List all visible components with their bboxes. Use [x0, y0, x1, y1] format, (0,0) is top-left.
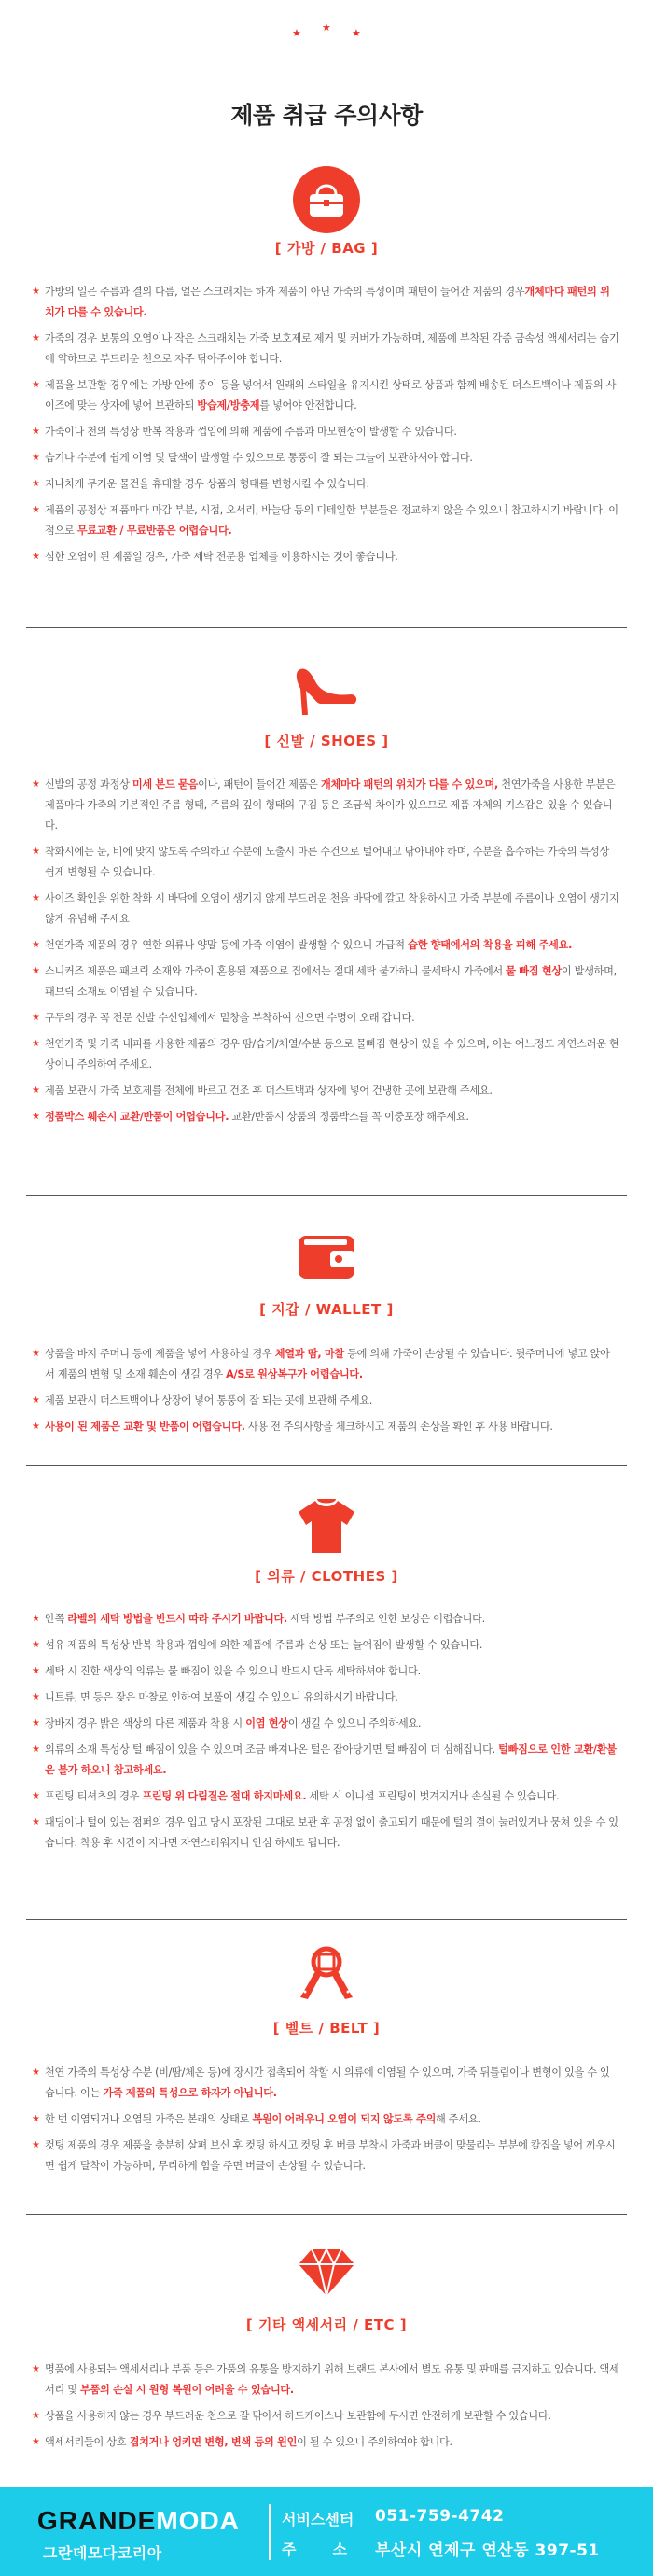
- page-title: 제품 취급 주의사항: [230, 102, 423, 129]
- star-bullet-icon: ★: [32, 552, 40, 562]
- star-bullet-icon: ★: [32, 333, 40, 343]
- section-title: [ 의류 / CLOTHES ]: [255, 1568, 398, 1585]
- star-bullet-icon: ★: [32, 2140, 40, 2150]
- notice-text: 세탁 시 이니셜 프린팅이 벗겨지거나 손실될 수 있습니다.: [306, 1790, 560, 1802]
- star-bullet-icon: ★: [32, 1640, 40, 1650]
- notice-text: 안쪽: [45, 1613, 68, 1625]
- highlight-text: 무료교환 / 무료반품은 어렵습니다.: [76, 525, 232, 537]
- notice-text: 이나, 패턴이 들어간 제품은: [198, 778, 321, 791]
- star-bullet-icon: ★: [32, 2364, 40, 2374]
- notice-text: 사용 전 주의사항을 체크하시고 제품의 손상을 확인 후 사용 바랍니다.: [244, 1421, 553, 1433]
- notice-text: 컷팅 제품의 경우 제품을 충분히 살펴 보신 후 컷팅 하시고 컷팅 후 버클 부착시 가죽과 버클이 맞물리는 부분에 칼집을 넣어 끼우시면 쉽게 탈착이 가능하며, 무리하게 힘을 주면 버클이 손상될 수 있습니다.: [45, 2139, 616, 2172]
- notice-text: 스니커즈 제품은 패브릭 소재와 가죽이 혼용된 제품으로 집에서는 절대 세탁 불가하니 물세탁시 가죽에서: [45, 965, 507, 977]
- notice-item: [32, 1391, 619, 1411]
- notice-item: [32, 2135, 619, 2177]
- star-bullet-icon: ★: [32, 287, 40, 297]
- star-icon: ★: [292, 27, 301, 39]
- footer-banner: [0, 2487, 653, 2576]
- notice-text: 장바지 경우 밝은 색상의 다른 제품과 착용 시: [45, 1717, 246, 1729]
- notice-item: [32, 2359, 619, 2401]
- star-bullet-icon: ★: [32, 1039, 40, 1049]
- notice-item: [32, 547, 619, 567]
- highlight-text: 라벨의 세탁 방법을 반드시 따라 주시기 바랍니다.: [67, 1613, 287, 1625]
- notice-item: [32, 2109, 619, 2130]
- notice-text: 명품에 사용되는 액세서리나 부품 등은 가품의 유통을 방지하기 위해 브랜드 본사에서 별도 유통 및 판매를 금지하고 있습니다. 액세서리 및: [45, 2363, 619, 2396]
- star-bullet-icon: ★: [32, 1349, 40, 1359]
- notice-text: 천연가죽을 사용한 부분은 제품마다 가죽의 기본적인 주름 형태, 주름의 깊이 형태의 구김 등은 조금씩 차이가 있으므로 제품 자체의 기스감은 있을 수 있습니다.: [45, 778, 616, 832]
- highlight-text: 방습제/방충제: [197, 399, 260, 412]
- notice-text: 세탁 시 진한 색상의 의류는 물 빠짐이 있을 수 있으니 반드시 단독 세탁하셔야 합니다.: [45, 1665, 421, 1677]
- divider: [26, 1465, 627, 1466]
- notice-item: [32, 375, 619, 416]
- notice-item: [32, 282, 619, 323]
- address-value: 부산시 연제구 연산동 397-51: [375, 2541, 600, 2560]
- highlight-text: 겹치거나 엉키면 변형, 변색 등의 원인: [129, 2436, 298, 2448]
- star-bullet-icon: ★: [32, 2114, 40, 2124]
- section-title: [ 기타 액세서리 / ETC ]: [245, 2317, 408, 2333]
- star-bullet-icon: ★: [32, 2411, 40, 2421]
- highlight-text: 털빠짐으로 인한 교환/환불은 불가 하오니 참고하세요.: [45, 1743, 617, 1776]
- notice-item: [32, 842, 619, 883]
- notice-item: [32, 961, 619, 1002]
- notice-item: [32, 1687, 619, 1708]
- notice-text: 가방의 일은 주름과 결의 다름, 얼은 스크래치는 하자 제품이 아닌 가죽의 특성이며 패턴이 들어간 제품의 경우: [45, 286, 525, 298]
- notice-item: [32, 889, 619, 930]
- notice-text: 제품의 공정상 제품마다 마감 부분, 시접, 오서리, 바늘땀 등의 디테일한 부분들은 정교하지 않을 수 있으니 참고하시기 바랍니다. 이점으로: [45, 504, 618, 537]
- highlight-text: 사용이 된 제품은 교환 및 반품이 어렵습니다.: [45, 1421, 245, 1433]
- divider: [26, 2214, 627, 2215]
- notice-text: 지나치게 무거운 물건을 휴대할 경우 상품의 형태를 변형시킬 수 있습니다.: [45, 478, 369, 490]
- notice-text: 이 생길 수 있으니 주의하세요.: [287, 1717, 422, 1729]
- highlight-text: 정품박스 훼손시 교환/반품이 어렵습니다.: [45, 1111, 229, 1123]
- notice-text: 습기나 수분에 쉽게 이염 및 탈색이 발생할 수 있으므로 통풍이 잘 되는 그늘에 보관하셔야 합니다.: [45, 452, 473, 464]
- notice-item: [32, 2432, 619, 2453]
- highlight-text: 미세 본드 묻음: [132, 778, 199, 791]
- divider: [26, 627, 627, 628]
- notice-item: [32, 1609, 619, 1630]
- section-title: [ 가방 / BAG ]: [274, 240, 379, 257]
- star-bullet-icon: ★: [32, 1718, 40, 1729]
- notice-item: [32, 474, 619, 495]
- star-bullet-icon: ★: [32, 479, 40, 489]
- notice-text: 등에 의해 가죽이 손상될 수 있습니다. 뒷주머니에 넣고 앉아서 제품의 변형 및 소재 훼손이 생길 경우: [45, 1348, 610, 1380]
- notice-text: 상품을 사용하지 않는 경우 부드러운 천으로 잘 닦아서 하드케이스나 보관함에 두시면 안전하게 보관할 수 있습니다.: [45, 2410, 551, 2422]
- notice-text: 사이즈 확인을 위한 착화 시 바닥에 오염이 생기지 않게 부드러운 천을 바닥에 깔고 착용하시고 가죽 부분에 주름이나 오염이 생기지 않게 유념해 주세요: [45, 892, 619, 925]
- notice-text: 천연가죽 및 가죽 내피를 사용한 제품의 경우 땀/습기/체열/수분 등으로 물빠짐 현상이 있을 수 있으며, 이는 어느정도 자연스러운 현상이니 주의하여 주세요.: [45, 1038, 619, 1071]
- notice-item: [32, 1635, 619, 1656]
- notice-text: 세탁 방법 부주의로 인한 보상은 어렵습니다.: [286, 1613, 485, 1625]
- highlight-text: A/S로 원상복구가 어렵습니다.: [226, 1368, 363, 1380]
- address-label: 주 소: [282, 2541, 347, 2558]
- highlight-text: 체열과 땀, 마찰: [274, 1348, 344, 1360]
- notice-item: [32, 1417, 619, 1437]
- brand-logo: [37, 2506, 240, 2536]
- notice-text: 심한 오염이 된 제품일 경우, 가죽 세탁 전문용 업체를 이용하시는 것이 좋습니다.: [45, 551, 398, 563]
- highlight-text: 가죽 제품의 특성으로 하자가 아닙니다.: [103, 2087, 277, 2099]
- notice-item: [32, 422, 619, 442]
- notice-text: 이 발생하며, 패브릭 소재로 이염될 수 있습니다.: [45, 965, 617, 998]
- footer-divider: [269, 2504, 271, 2560]
- notice-text: 패딩이나 털이 있는 점퍼의 경우 입고 당시 포장된 그대로 보관 후 공정 없이 출고되기 때문에 털의 결이 눌러있거나 뭉쳐 있을 수 있습니다. 착용 후 시간이 지나면 자연스러워지니 안심 하세도 됩니다.: [45, 1816, 618, 1849]
- notice-item: [32, 775, 619, 836]
- notice-text: 이 될 수 있으니 주의하여야 합니다.: [297, 2436, 452, 2448]
- notice-text: 의류의 소재 특성상 털 빠짐이 있을 수 있으며 조금 빠져나온 털은 잡아당기면 털 빠짐이 더 심해집니다.: [45, 1743, 499, 1756]
- divider: [26, 1919, 627, 1920]
- star-bullet-icon: ★: [32, 1085, 40, 1096]
- star-bullet-icon: ★: [32, 1666, 40, 1676]
- notice-item: [32, 1344, 619, 1385]
- notice-text: 제품을 보관할 경우에는 가방 안에 종이 등을 넣어서 원래의 스타일을 유지시킨 상태로 상품과 함께 배송된 더스트백이나 제품의 사이즈에 맞는 상자에 넣어 보관하되: [45, 379, 617, 412]
- notice-text: 천연 가죽의 특성상 수분 (비/땀/체온 등)에 장시간 접촉되어 착할 시 의류에 이염될 수 있으며, 가죽 뒤틀림이나 변형이 있을 수 있습니다. 이는: [45, 2066, 610, 2099]
- star-bullet-icon: ★: [32, 779, 40, 790]
- highlight-text: 개체마다 패턴의 위치가 다를 수 있으며,: [320, 778, 498, 791]
- notice-item: [32, 1008, 619, 1029]
- star-bullet-icon: ★: [32, 453, 40, 463]
- notice-text: 를 넣어야 안전합니다.: [259, 399, 357, 412]
- highlight-text: 물 빠짐 현상: [506, 965, 562, 977]
- brand-grande: GRANDE: [37, 2506, 157, 2535]
- service-label: 서비스센터: [282, 2511, 354, 2528]
- handbag-icon: [293, 166, 360, 233]
- notice-item: [32, 1813, 619, 1854]
- star-bullet-icon: ★: [32, 966, 40, 976]
- star-bullet-icon: ★: [32, 1013, 40, 1023]
- star-bullet-icon: ★: [32, 505, 40, 515]
- notice-list: [32, 1344, 619, 1443]
- belt-icon: [293, 1941, 360, 2009]
- notice-item: [32, 329, 619, 370]
- star-bullet-icon: ★: [32, 1744, 40, 1755]
- notice-item: [32, 1107, 619, 1127]
- notice-text: 해 주세요.: [436, 2113, 481, 2125]
- star-bullet-icon: ★: [32, 1395, 40, 1406]
- star-bullet-icon: ★: [32, 2437, 40, 2447]
- notice-item: [32, 448, 619, 469]
- highlight-text: 습한 향태에서의 착용을 피해 주세요.: [408, 939, 573, 951]
- section-title: [ 지갑 / WALLET ]: [259, 1301, 394, 1318]
- divider: [26, 1195, 627, 1196]
- notice-item: [32, 1740, 619, 1781]
- wallet-icon: [293, 1223, 360, 1290]
- decorative-stars: [0, 22, 653, 41]
- notice-text: 신발의 공정 과정상: [45, 778, 132, 791]
- notice-item: [32, 1081, 619, 1101]
- star-bullet-icon: ★: [32, 847, 40, 857]
- notice-item: [32, 1034, 619, 1075]
- section-title: [ 신발 / SHOES ]: [264, 733, 389, 749]
- notice-text: 제품 보관시 가죽 보호제를 전체에 바르고 건조 후 더스트백과 상자에 넣어 건냉한 곳에 보관해 주세요.: [45, 1085, 493, 1097]
- notice-item: [32, 1786, 619, 1807]
- star-bullet-icon: ★: [32, 427, 40, 437]
- service-phone: 051-759-4742: [375, 2507, 505, 2526]
- notice-text: 제품 보관시 더스트백이나 상장에 넣어 통풍이 잘 되는 곳에 보관해 주세요.: [45, 1394, 373, 1407]
- notice-list: [32, 282, 619, 573]
- notice-list: [32, 2063, 619, 2182]
- notice-text: 프린팅 티셔츠의 경우: [45, 1790, 143, 1802]
- brand-moda: MODA: [156, 2506, 240, 2535]
- star-bullet-icon: ★: [32, 1614, 40, 1624]
- star-bullet-icon: ★: [32, 1692, 40, 1702]
- highlight-text: 복원이 어려우니 오염이 되지 않도록 주의: [252, 2113, 437, 2125]
- highlight-text: 개체마다 패턴의 위치가 다를 수 있습니다.: [45, 286, 610, 318]
- notice-text: 상품을 바지 주머니 등에 제품을 넣어 사용하실 경우: [45, 1348, 275, 1360]
- notice-text: 섬유 제품의 특성상 반복 착용과 껍임에 의한 제품에 주름과 손상 또는 늘어짐이 발생할 수 있습니다.: [45, 1639, 483, 1651]
- notice-text: 천연가죽 제품의 경우 연한 의류나 양말 등에 가죽 이염이 발생할 수 있으니 가급적: [45, 939, 409, 951]
- star-bullet-icon: ★: [32, 1817, 40, 1827]
- notice-item: [32, 2406, 619, 2427]
- star-bullet-icon: ★: [32, 2067, 40, 2078]
- highlight-text: 부품의 손실 시 원형 복원이 어려울 수 있습니다.: [80, 2384, 294, 2396]
- notice-text: 가죽의 경우 보통의 오염이나 작은 스크래치는 가죽 보호제로 제거 및 커버가 가능하며, 제품에 부착된 각종 금속성 액세서리는 습기에 약하므로 부드러운 천으로 자주 닦아주어야 합니다.: [45, 332, 619, 365]
- notice-text: 니트류, 면 등은 잦은 마찰로 인하여 보풀이 생길 수 있으니 유의하시기 바랍니다.: [45, 1691, 398, 1703]
- notice-item: [32, 2063, 619, 2104]
- star-bullet-icon: ★: [32, 380, 40, 390]
- notice-item: [32, 500, 619, 541]
- notice-item: [32, 1714, 619, 1734]
- notice-text: 교환/반품시 상품의 정품박스를 꼭 이중포장 해주세요.: [229, 1111, 469, 1123]
- high-heel-icon: [293, 653, 360, 721]
- notice-text: 착화시에는 눈, 비에 맞지 않도록 주의하고 수분에 노출시 마른 수건으로 털어내고 닦아내야 하며, 수분을 흡수하는 가죽의 특성상 쉽게 변형될 수 있습니다.: [45, 846, 609, 878]
- section-title: [ 벨트 / BELT ]: [272, 2020, 381, 2037]
- star-bullet-icon: ★: [32, 1791, 40, 1801]
- star-bullet-icon: ★: [32, 940, 40, 950]
- notice-text: 가죽이나 천의 특성상 반복 착용과 껍임에 의해 제품에 주름과 마모현상이 발생할 수 있습니다.: [45, 426, 457, 438]
- notice-text: 구두의 경우 꼭 전문 신발 수선업체에서 밑창을 부착하여 신으면 수명이 오래 갑니다.: [45, 1012, 415, 1024]
- notice-list: [32, 1609, 619, 1859]
- notice-text: 한 번 이염되거나 오염된 가죽은 본래의 상태로: [45, 2113, 253, 2125]
- highlight-text: 이염 현상: [245, 1717, 288, 1729]
- notice-list: [32, 2359, 619, 2458]
- brand-korean: 그란데모다코리아: [43, 2544, 162, 2562]
- star-icon: ★: [322, 21, 331, 34]
- star-bullet-icon: ★: [32, 1112, 40, 1122]
- star-icon: ★: [352, 27, 361, 39]
- notice-list: [32, 775, 619, 1133]
- star-bullet-icon: ★: [32, 1421, 40, 1432]
- highlight-text: 프린팅 위 다림질은 절대 하지마세요.: [142, 1790, 307, 1802]
- notice-item: [32, 1661, 619, 1682]
- notice-text: 액세서리들이 상호: [45, 2436, 130, 2448]
- tshirt-icon: [293, 1491, 360, 1559]
- notice-item: [32, 935, 619, 956]
- gem-icon: [293, 2238, 360, 2305]
- star-bullet-icon: ★: [32, 893, 40, 903]
